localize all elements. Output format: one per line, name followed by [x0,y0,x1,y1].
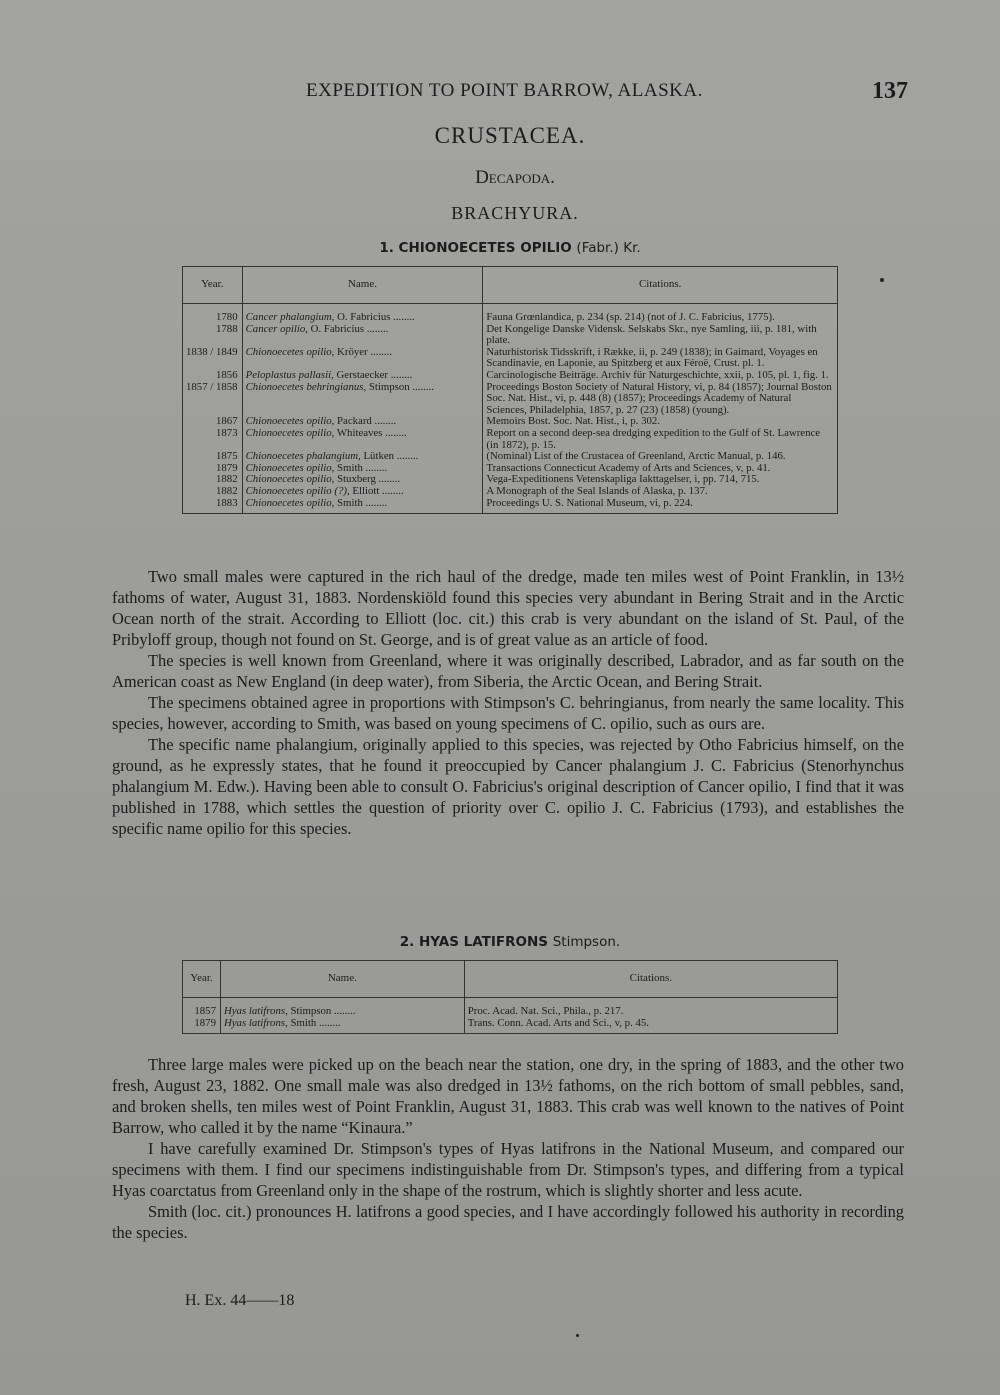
cell-citation: Det Kongelige Danske Vidensk. Selskabs Skr., nye Samling, iii, p. 181, with plate. [483,324,838,347]
species-heading-1 [0,240,1000,256]
taxon-name: Chionoecetes opilio [245,415,332,428]
table-row [183,998,838,1018]
cell-citation: Naturhistorisk Tidsskrift, i Række, ii, p. 249 (1838); in Gaimard, Voyages en Scandinavie, en Laponie, au Spitzberg et aux Féroë, Crust. pl. 1. [483,347,838,370]
cell-citation: (Nominal) List of the Crustacea of Greenland, Arctic Manual, p. 146. [483,451,838,463]
cell-name [242,347,483,370]
table-row [183,304,838,324]
paragraph: Smith (loc. cit.) pronounces H. latifrons a good species, and I have accordingly followed his authority in recording the species. [112,1202,904,1242]
cell-citation: Proc. Acad. Nat. Sci., Phila., p. 217. [464,998,837,1018]
taxon-name: Chionoecetes opilio [245,426,332,439]
table-row [183,324,838,347]
taxon-name: Chionoecetes opilio [245,496,332,509]
leader-dots: ........ [367,345,392,358]
taxon-author: , Stimpson [363,380,410,393]
taxon-name: Cancer phalangium [245,311,332,323]
taxon-name: Chionoecetes opilio (?) [245,484,347,497]
table-row [183,382,838,417]
leader-dots: ........ [379,484,404,497]
taxon-author: , Stimpson [285,1005,332,1017]
table-row [183,1018,838,1034]
taxon-name: Chionoecetes behringianus [245,380,364,393]
cell-year: 1867 [183,416,243,428]
body-text-species-1 [112,566,904,839]
ink-speck [576,1334,579,1337]
running-title: EXPEDITION TO POINT BARROW, ALASKA. [306,80,703,101]
cell-year: 1875 [183,451,243,463]
suborder-heading: BRACHYURA. [451,203,579,223]
leader-dots: ........ [364,322,389,335]
leader-dots: ........ [375,473,401,486]
running-header [0,78,1000,108]
taxon-name: Chionoecetes phalangium [245,450,359,463]
cell-citation: Fauna Grœnlandica, p. 234 (sp. 214) (not of J. C. Fabricius, 1775). [483,304,838,324]
paragraph: The species is well known from Greenland, where it was originally described, Labrador, and as far south on the American coast as New England (in deep water), from Siberia, the Arctic Ocean, and Bering Strait. [112,651,904,691]
body-text-species-2 [112,1054,904,1243]
cell-year: 1882 [183,474,243,486]
cell-citation: Report on a second deep-sea dredging expedition to the Gulf of St. Lawrence (in 1872), p. 15. [483,428,838,451]
paragraph: Two small males were captured in the rich haul of the dredge, made ten miles west of Point Franklin, in 13½ fathoms of water, August 31, 1883. Nordenskiöld found this species very abundant in Bering Strait and in the Arctic Ocean north of the strait. According to Elliott (loc. cit.) this crab is very abundant on the island of St. Paul, of the Pribyloff group, though not found on St. George, and is of great value as an article of food. [112,567,904,649]
species-heading-2-author: Stimpson. [552,934,621,950]
table-body [183,304,838,514]
cell-name [220,998,464,1018]
paragraph: I have carefully examined Dr. Stimpson's types of Hyas latifrons in the National Museum, and compared our specimens with them. I find our specimens indistinguishable from Dr. Stimpson's types, and differing from a typical Hyas coarctatus from Greenland only in the shape of the rostrum, which is slightly shorter and less acute. [112,1139,904,1200]
page-number: 137 [872,78,908,104]
cell-citation: Vega-Expeditionens Vetenskapliga Iakttagelser, i, pp. 714, 715. [483,474,838,486]
leader-dots: ........ [382,426,407,439]
cell-year: 1838 / 1849 [183,347,243,370]
taxon-author: , Elliott [346,484,380,497]
cell-year: 1882 [183,486,243,498]
citation-table-1 [182,266,838,514]
cell-name [242,382,483,417]
cell-year: 1883 [183,498,243,514]
table-header-row [183,961,838,998]
cell-year: 1879 [183,1018,221,1034]
column-header-year: Year. [183,267,243,304]
column-header-name: Name. [220,961,464,998]
table-row [183,428,838,451]
cell-citation: Proceedings Boston Society of Natural History, vi, p. 84 (1857); Journal Boston Soc. Nat. Hist., vi, p. 448 (8) (1857); Proceedings Academy of Natural Sciences, Philadelphia, 1857, p. 27 (23) (1858) (young). [483,382,838,417]
cell-citation: A Monograph of the Seal Islands of Alaska, p. 137. [483,486,838,498]
species-heading-1-author: (Fabr.) Kr. [576,240,641,256]
cell-year: 1780 [183,304,243,324]
taxon-author: , Smith [331,496,363,509]
cell-name [242,428,483,451]
cell-citation: Memoirs Bost. Soc. Nat. Hist., i, p. 302. [483,416,838,428]
leader-dots: ........ [362,461,388,474]
cell-citation: Carcinologische Beiträge. Archiv für Naturgeschichte, xxii, p. 105, pl. 1, fig. 1. [483,370,838,382]
cell-year: 1879 [183,463,243,475]
paragraph: The specific name phalangium, originally applied to this species, was rejected by Otho Fabricius himself, on the ground, as he expressly states, that he found it preoccupied by Cancer phalangium J. C. Fabricius (Stenorhynchus phalangium M. Edw.). Having been able to consult O. Fabricius's original description of Cancer opilio, I find that it was published in 1788, which settles the question of priority over C. opilio J. C. Fabricius (1793), and establishes the specific name opilio for this species. [112,735,904,838]
cell-citation: Trans. Conn. Acad. Arts and Sci., v, p. 45. [464,1018,837,1034]
taxon-name: Hyas latifrons [223,1016,286,1029]
leader-dots: ........ [371,415,397,428]
leader-dots: ........ [362,496,388,509]
leader-dots: ........ [409,380,434,393]
cell-citation: Transactions Connecticut Academy of Arts and Sciences, v, p. 41. [483,463,838,475]
ink-speck [880,278,884,282]
taxon-author: , O. Fabricius [331,311,391,323]
taxon-author: , Packard [331,415,372,428]
column-header-citations: Citations. [483,267,838,304]
taxon-author: , Kröyer [331,345,368,358]
column-header-citations: Citations. [464,961,837,998]
signature-mark: H. Ex. 44——18 [185,1292,295,1309]
cell-name [220,1018,464,1034]
taxon-author: , O. Fabricius [305,322,365,335]
table-row [183,347,838,370]
taxon-name: Peloplastus pallasii [245,368,332,381]
leader-dots: ........ [316,1016,341,1029]
taxon-name: Cancer opilio [245,322,306,335]
cell-name [242,324,483,347]
taxon-author: , Smith [285,1016,317,1029]
cell-name [242,498,483,514]
species-heading-2 [0,934,1000,950]
column-header-name: Name. [242,267,483,304]
taxon-author: , Whiteaves [331,426,383,439]
cell-year: 1873 [183,428,243,451]
taxon-author: , Gerstaecker [331,368,389,381]
leader-dots: ........ [394,450,419,463]
leader-dots: ........ [331,1005,356,1017]
table-row [183,498,838,514]
cell-year: 1857 [183,998,221,1018]
leader-dots: ........ [390,311,415,323]
taxon-author: , Smith [331,461,363,474]
class-heading: CRUSTACEA. [434,123,586,148]
leader-dots: ........ [388,368,413,381]
species-heading-1-name: 1. CHIONOECETES OPILIO [379,240,572,256]
taxon-name: Chionoecetes opilio [245,345,332,358]
species-heading-2-name: 2. HYAS LATIFRONS [399,934,549,950]
cell-year: 1857 / 1858 [183,382,243,417]
taxon-author: , Lütken [358,450,395,463]
cell-year: 1856 [183,370,243,382]
table-body [183,998,838,1034]
cell-year: 1788 [183,324,243,347]
cell-name [242,304,483,324]
cell-citation: Proceedings U. S. National Museum, vi, p. 224. [483,498,838,514]
taxon-name: Hyas latifrons [223,1005,286,1017]
paragraph: The specimens obtained agree in proportions with Stimpson's C. behringianus, from nearly the same locality. This species, however, according to Smith, was based on young specimens of C. opilio, such as ours are. [112,693,904,733]
taxon-name: Chionoecetes opilio [245,461,332,474]
paragraph: Three large males were picked up on the beach near the station, one dry, in the spring of 1883, and the other two fresh, August 23, 1882. One small male was also dredged in 13½ fathoms, on the rich bottom of small pebbles, sand, and broken shells, ten miles west of Point Franklin, August 31, 1883. This crab was well known to the natives of Point Barrow, who called it by the name “Kinaura.” [112,1055,904,1137]
taxon-name: Chionoecetes opilio [245,473,332,486]
order-heading: Decapoda. [475,167,555,188]
table-header-row [183,267,838,304]
column-header-year: Year. [183,961,221,998]
taxon-author: , Stuxberg [331,473,376,486]
citation-table-2 [182,960,838,1034]
